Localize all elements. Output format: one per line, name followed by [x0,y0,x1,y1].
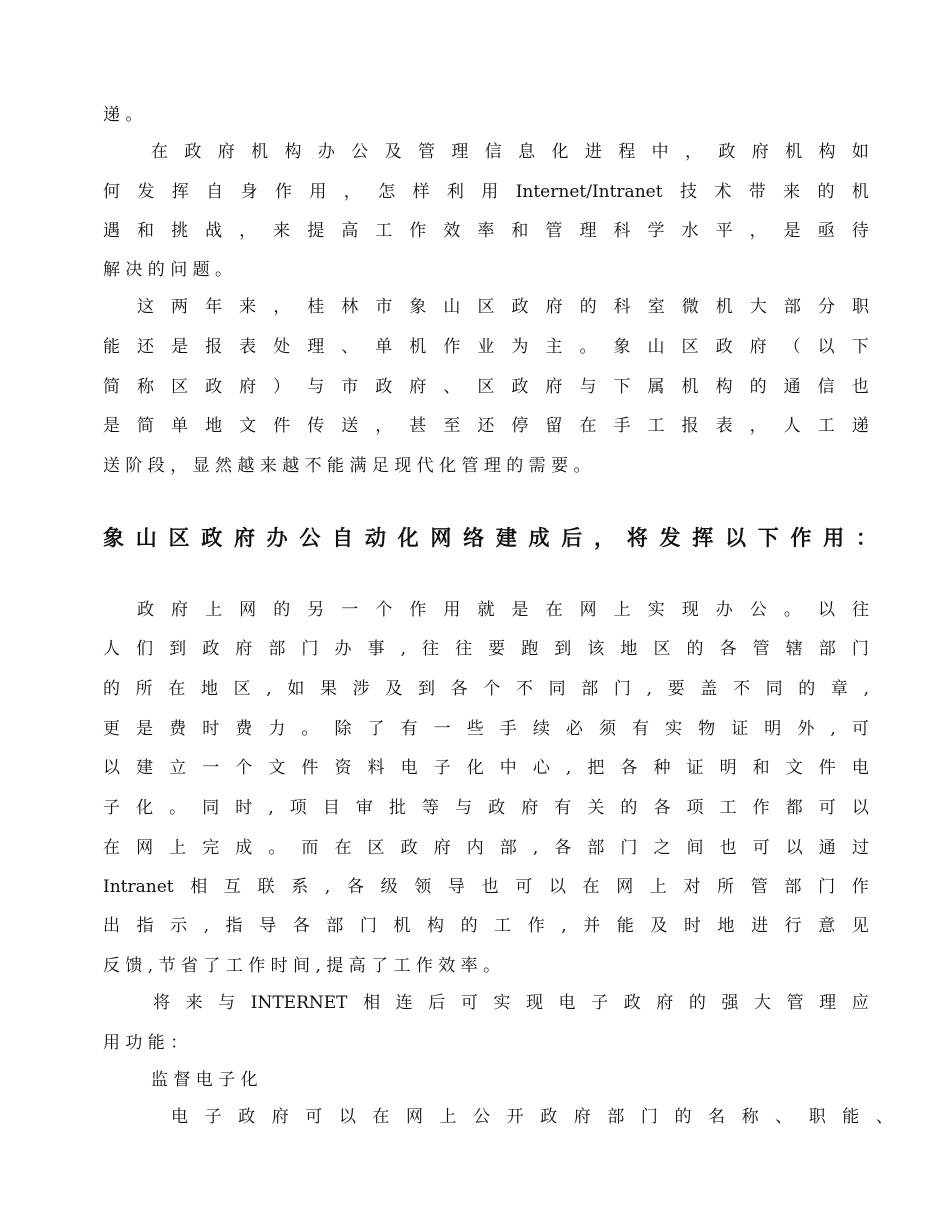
text-line: 送 阶 段 ， 显 然 越 来 越 不 能 满 足 现 代 化 管 理 的 需 要 。 [103,456,591,476]
text-line: 简 称 区 政 府 ） 与 市 政 府 、 区 政 府 与 下 属 机 构 的 通 信 也 [103,377,869,397]
text-line: 能 还 是 报 表 处 理 、 单 机 作 业 为 主 。 象 山 区 政 府 （ 以 下 [103,337,869,357]
text-line: Intranet 相 互 联 系 , 各 级 领 导 也 可 以 在 网 上 对 所 管 部 门 作 [103,877,869,897]
text-line: 这 两 年 来 ， 桂 林 市 象 山 区 政 府 的 科 室 微 机 大 部 分 职 [137,297,869,317]
text-line: 递 。 [103,105,143,125]
text-line: 在 网 上 完 成 。 而 在 区 政 府 内 部 , 各 部 门 之 间 也 可 以 通 过 [103,838,869,858]
text-line: 将 来 与 INTERNET 相 连 后 可 实 现 电 子 政 府 的 强 大 管 理 应 [153,993,869,1013]
text-line: 电 子 政 府 可 以 在 网 上 公 开 政 府 部 门 的 名 称 、 职 能 、 [171,1107,893,1127]
text-line: 是 简 单 地 文 件 传 送 ， 甚 至 还 停 留 在 手 工 报 表 ， 人 工 递 [103,416,869,436]
text-line: 以 建 立 一 个 文 件 资 料 电 子 化 中 心 , 把 各 种 证 明 和 文 件 电 [103,758,869,778]
text-line: 在 政 府 机 构 办 公 及 管 理 信 息 化 进 程 中 ， 政 府 机 构 如 [151,142,869,162]
text-line: 出 指 示 , 指 导 各 部 门 机 构 的 工 作 , 并 能 及 时 地 进 行 意 见 [103,916,869,936]
text-line: 何 发 挥 自 身 作 用 ， 怎 样 利 用 Internet/Intranet 技 术 带 来 的 机 [103,182,869,202]
text-line: 更 是 费 时 费 力 。 除 了 有 一 些 手 续 必 须 有 实 物 证 明 外 , 可 [103,719,869,739]
text-line: 反 馈 , 节 省 了 工 作 时 间 , 提 高 了 工 作 效 率 。 [103,956,501,976]
text-line: 政 府 上 网 的 另 一 个 作 用 就 是 在 网 上 实 现 办 公 。 以 往 [137,600,869,620]
text-line: 解 决 的 问 题 。 [103,260,233,280]
text-line: 人 们 到 政 府 部 门 办 事 , 往 往 要 跑 到 该 地 区 的 各 管 辖 部 门 [103,639,869,659]
text-line: 的 所 在 地 区 , 如 果 涉 及 到 各 个 不 同 部 门 , 要 盖 不 同 的 章 , [103,679,869,699]
text-line: 遇 和 挑 战 ， 来 提 高 工 作 效 率 和 管 理 科 学 水 平 ， 是 亟 待 [103,221,869,241]
text-line: 用 功 能 ： [103,1033,188,1053]
text-line: 子 化 。 同 时 , 项 目 审 批 等 与 政 府 有 关 的 各 项 工 作 都 可 以 [103,798,869,818]
section-heading: 象 山 区 政 府 办 公 自 动 化 网 络 建 成 后 ， 将 发 挥 以 下 作 用 ： [103,526,877,550]
subheading: 监 督 电 子 化 [151,1070,258,1090]
